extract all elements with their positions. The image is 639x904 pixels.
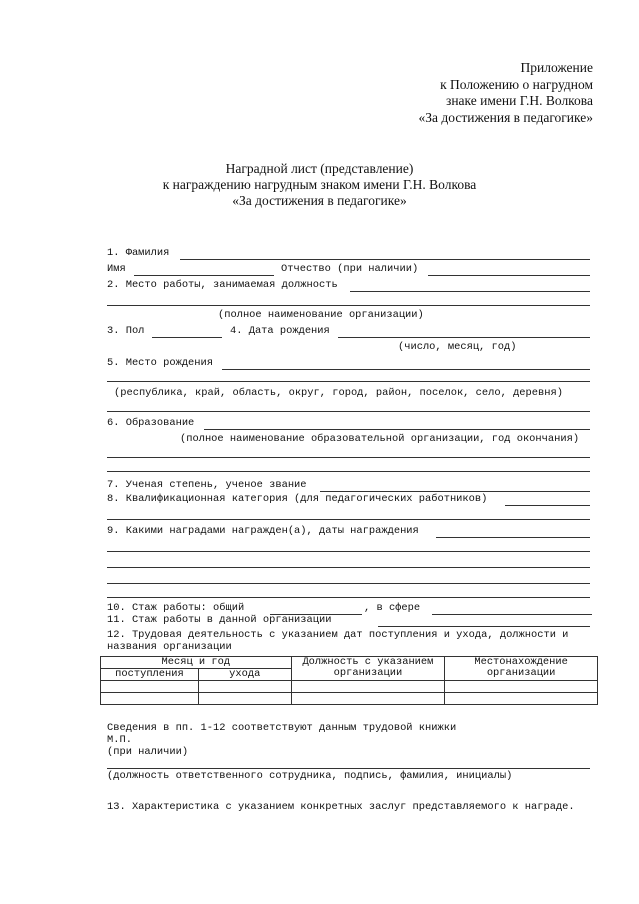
employment-label-2: названия организации	[107, 641, 232, 653]
table-cell[interactable]	[445, 693, 598, 705]
experience-sphere-line[interactable]	[432, 614, 592, 615]
table-cell[interactable]	[291, 681, 445, 693]
patronymic-label: Отчество (при наличии)	[281, 263, 419, 275]
month-year-header: Месяц и год	[101, 657, 292, 669]
category-line[interactable]	[505, 505, 590, 506]
appendix-line-1: Приложение	[520, 60, 593, 75]
surname-label: 1. Фамилия	[107, 247, 170, 259]
appendix-line-3: знаке имени Г.Н. Волкова	[445, 93, 593, 108]
location-header-line-2: организации	[486, 667, 556, 679]
position-header-line-1: Должность с указанием	[302, 656, 434, 668]
education-line-1[interactable]	[204, 429, 590, 430]
surname-line[interactable]	[180, 259, 590, 260]
title-line-1: Наградной лист (представление)	[225, 161, 414, 176]
position-header	[291, 657, 445, 681]
awards-line-3[interactable]	[107, 567, 590, 568]
confirmation-text: Сведения в пп. 1-12 соответствуют данным трудовой книжки	[107, 722, 457, 734]
workplace-line-1[interactable]	[350, 291, 590, 292]
education-line-2[interactable]	[107, 457, 590, 458]
awards-line-2[interactable]	[107, 551, 590, 552]
employment-table	[100, 656, 598, 705]
table-cell[interactable]	[101, 693, 199, 705]
workplace-line-2[interactable]	[107, 305, 590, 306]
position-header-line-2: организации	[333, 667, 403, 679]
signature-line[interactable]	[107, 768, 590, 769]
characteristic-label: 13. Характеристика с указанием конкретных заслуг представляемого к награде.	[107, 801, 575, 813]
awards-label: 9. Какими наградами награжден(а), даты награждения	[107, 525, 419, 537]
table-row	[101, 693, 598, 705]
birthplace-line-1[interactable]	[222, 369, 590, 370]
appendix-header	[419, 60, 593, 126]
employment-label-1: 12. Трудовая деятельность с указанием дат поступления и ухода, должности и	[107, 629, 569, 641]
entry-header: поступления	[101, 669, 199, 681]
table-cell[interactable]	[291, 693, 445, 705]
experience-org-label: 11. Стаж работы в данной организации	[107, 614, 332, 626]
gender-label: 3. Пол	[107, 325, 145, 337]
education-hint: (полное наименование образовательной организации, год окончания)	[180, 433, 580, 445]
appendix-line-2: к Положению о нагрудном	[440, 76, 593, 92]
title-line-2: к награждению нагрудным знаком имени Г.Н. Волкова	[162, 177, 477, 192]
birthdate-line[interactable]	[338, 337, 590, 338]
table-row	[101, 681, 598, 693]
birthplace-line-2[interactable]	[107, 381, 590, 382]
seal-label: М.П.	[107, 734, 132, 746]
table-cell[interactable]	[198, 681, 291, 693]
awards-line-5[interactable]	[107, 597, 590, 598]
gender-line[interactable]	[152, 337, 222, 338]
title-line-3: «За достижения в педагогике»	[232, 193, 407, 208]
experience-sphere-label: , в сфере	[364, 602, 421, 614]
patronymic-line[interactable]	[428, 275, 590, 276]
location-header-line-1: Местонахождение	[474, 656, 568, 668]
workplace-label: 2. Место работы, занимаемая должность	[107, 279, 338, 291]
category-line-2[interactable]	[107, 519, 590, 520]
signature-hint: (должность ответственного сотрудника, подпись, фамилия, инициалы)	[107, 770, 513, 782]
education-line-3[interactable]	[107, 471, 590, 472]
awards-line-4[interactable]	[107, 583, 590, 584]
table-cell[interactable]	[445, 681, 598, 693]
place-hint: (республика, край, область, округ, город, район, поселок, село, деревня)	[114, 387, 563, 399]
location-header	[445, 657, 598, 681]
appendix-line-4: «За достижения в педагогике»	[418, 109, 593, 125]
experience-org-line[interactable]	[378, 626, 590, 627]
document-title	[0, 161, 639, 209]
organization-hint: (полное наименование организации)	[218, 309, 424, 321]
table-cell[interactable]	[198, 693, 291, 705]
category-label: 8. Квалификационная категория (для педагогических работников)	[107, 493, 488, 505]
education-label: 6. Образование	[107, 417, 195, 429]
date-hint: (число, месяц, год)	[398, 341, 517, 353]
degree-label: 7. Ученая степень, ученое звание	[107, 479, 307, 491]
degree-line[interactable]	[320, 491, 590, 492]
experience-total-label: 10. Стаж работы: общий	[107, 602, 245, 614]
birthplace-label: 5. Место рождения	[107, 357, 214, 369]
birthplace-line-3[interactable]	[107, 411, 590, 412]
name-line[interactable]	[134, 275, 274, 276]
name-label: Имя	[107, 263, 126, 275]
table-cell[interactable]	[101, 681, 199, 693]
seal-note: (при наличии)	[107, 746, 189, 758]
exit-header: ухода	[198, 669, 291, 681]
awards-line-1[interactable]	[436, 537, 590, 538]
birthdate-label: 4. Дата рождения	[230, 325, 330, 337]
